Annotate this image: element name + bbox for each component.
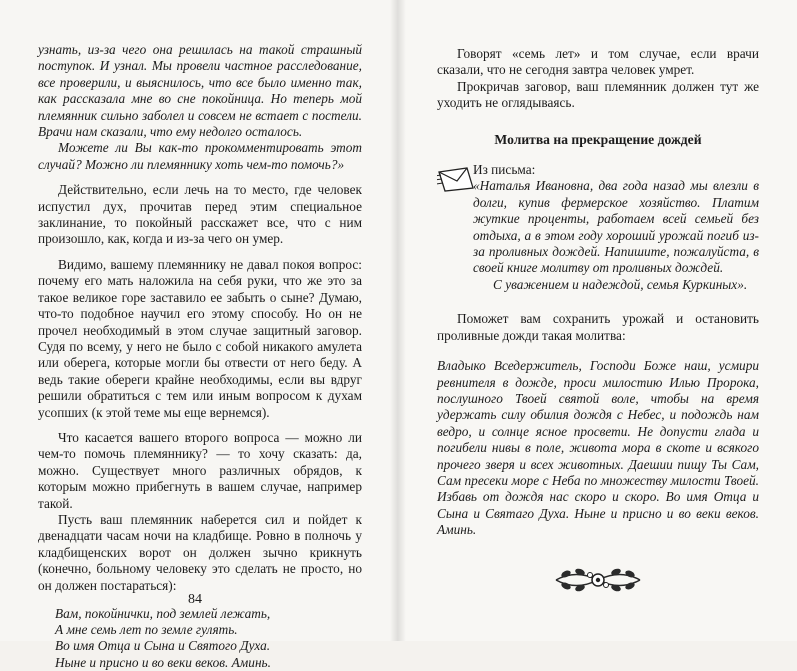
envelope-icon — [437, 166, 477, 192]
prayer-text — [437, 358, 759, 538]
letter-source: Из письма: — [473, 162, 536, 178]
floral-ornament-icon — [552, 563, 644, 597]
paragraph: Прокричав заговор, ваш племянник должен тут же уходить не оглядываясь. — [437, 78, 759, 111]
book-gutter — [390, 0, 406, 641]
letter-text: «Наталья Ивановна, два года назад мы влезли в долги, купив фермерское хозяйство. Платим жуткие проценты, работаем всей семьей без отдыха, а в этом году хороший урожай погиб из-за проливных дождей. Напишите, пожалуйста, в своей книге молитву от проливных дождей. — [473, 178, 759, 276]
page-number: 84 — [188, 592, 202, 607]
poem-line: Ныне и присно и во веки веков. Аминь. — [55, 654, 271, 670]
poem-line: А мне семь лет по земле гулять. — [55, 622, 238, 638]
paragraph: Поможет вам сохранить урожай и остановить проливные дожди такая молитва: — [437, 311, 759, 343]
section-heading: Молитва на прекращение дождей — [494, 131, 702, 147]
paragraph: Действительно, если лечь на то место, где человек испустил дух, прочитав перед этим специальное заклинание, то покойный расскажет все, что с ним произошло, как, когда и из-за чего он умер. — [38, 182, 362, 247]
paragraph: узнать, из-за чего она решилась на такой страшный поступок. И узнал. Мы провели частное расследование, все проверили, и выяснилось, что все было именно так, как рассказала мне во сне покойница. Но теперь мой племянник сильно заболел и совсем не встает с постели. Врачи нам сказали, что ему недолго осталось. — [38, 42, 362, 140]
left-page — [0, 0, 398, 670]
paragraph: Что касается вашего второго вопроса — можно ли чем-то помочь племяннику? — то хочу сказать: да, можно. Существует много различных обрядов, к которым можно прибегнуть в вашем случае, например такой. — [38, 429, 362, 511]
paragraph: Говорят «семь лет» и том случае, если врачи сказали, что не сегодня завтра человек умрет. — [437, 46, 759, 78]
letter-signature: С уважением и надеждой, семья Куркиных». — [493, 276, 748, 292]
incantation-poem — [55, 606, 362, 671]
poem-line: Во имя Отца и Сына и Святого Духа. — [55, 638, 271, 654]
paragraph: Видимо, вашему племяннику не давал покоя вопрос: почему его мать наложила на себя руки, что же это за такое великое горе заставило ее забыть о сыне? Думаю, что-то подобное научил его этому способу. Но он не прочел необходимый в этом случае защитный заговор. Судя по всему, у него не было с собой никакого амулета или оберега, которые могли бы отвести от него беду. А ведь такие обереги крайне необходимы, если вы вдруг решили обратиться с тем или иным вопросом к духам усопших (к этой теме мы еще вернемся). — [38, 256, 362, 420]
poem-line: Вам, покойнички, под землей лежать, — [55, 606, 271, 621]
paragraph: Пусть ваш племянник наберется сил и пойдет к двенадцати часам ночи на кладбище. Ровно в полночь у кладбищенских ворот он должен зычно крикнуть (конечно, больному человеку это сделать не просто, но он должен постараться): — [38, 511, 362, 593]
paragraph: Можете ли Вы как-то прокомментировать этот случай? Можно ли племяннику хоть чем-то помочь?» — [38, 140, 362, 172]
reader-letter — [437, 162, 759, 293]
left-page-text — [38, 42, 362, 671]
prayer-paragraph: Владыко Вседержитель, Господи Боже наш, усмири ревнителя в дожде, проси милостию Илью Пророка, послушного Твоей святой воле, чтобы на время удержать силу обилия дождя с Небес, и подождь нам ведро, и солнце ясное просвети. Не допусти глада и погибели нивы в поле, живота мора в скоте и всякого прочего зверя и всех животных. Даешии пищу Ты Сам, Сам пресеки море с Неба по множеству милости Твоей. Избавь от дождя нас скоро и скоро. Во имя Отца и Сына и Святаго Духа. Ныне и присно и во веки веков. Аминь. — [437, 358, 759, 538]
right-page-text — [437, 46, 759, 597]
